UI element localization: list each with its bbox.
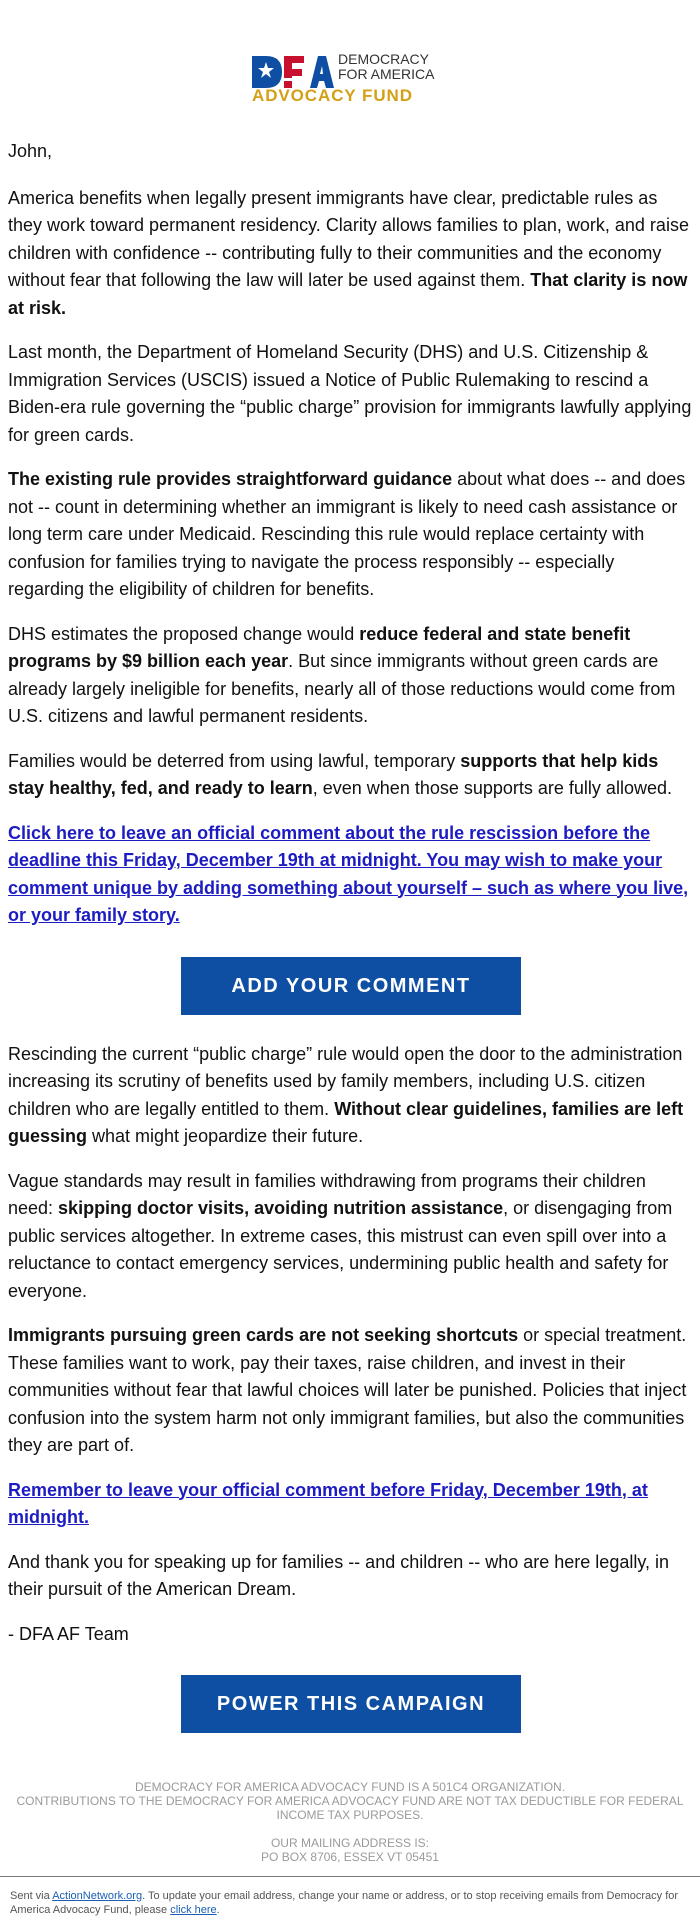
paragraph-1-text: America benefits when legally present immigrants have clear, predictable rules as they work toward permanent residency. Clarity allows families to plan, work, and raise children with confidence -- contributing fully to their communities and the economy without fear that following the law will later be used against them. xyxy=(8,187,689,290)
paragraph-1-bold: That clarity is now at risk. xyxy=(8,270,688,318)
paragraph-9: And thank you for speaking up for families -- and children -- who are here legally, in their pursuit of the American Dream. xyxy=(8,1551,670,1599)
comment-link-paragraph xyxy=(8,820,694,930)
leave-comment-link[interactable]: Click here to leave an official comment about the rule rescission before the deadline this Friday, December 19th at midnight. You may wish to make your comment unique by adding something about yourself – such as where you live, or your family story. xyxy=(8,822,689,925)
paragraph-7-text-b: , or disengaging from public services altogether. In extreme cases, this mistrust can even spill over into a reluctance to contact emergency services, undermining public health and safety for everyone. xyxy=(8,1198,673,1301)
sent-middle: . To update your email address, change your name or address, or to stop receiving emails from Democracy for America Advocacy Fund, please xyxy=(10,1890,679,1916)
actionnetwork-link[interactable]: ActionNetwork.org xyxy=(52,1890,143,1902)
reminder-link-paragraph xyxy=(8,1477,694,1532)
reminder-comment-link[interactable]: Remember to leave your official comment before Friday, December 19th, at midnight. xyxy=(8,1479,648,1527)
paragraph-8-bold: Immigrants pursuing green cards are not seeking shortcuts xyxy=(8,1325,519,1345)
footer xyxy=(0,1780,700,1864)
logo-f-shape xyxy=(284,56,304,88)
paragraph-7-bold: skipping doctor visits, avoiding nutrition assistance xyxy=(58,1198,504,1218)
footer-tax-line: CONTRIBUTIONS TO THE DEMOCRACY FOR AMERICA ADVOCACY FUND ARE NOT TAX DEDUCTIBLE FOR FEDERAL INCOME TAX PURPOSES. xyxy=(16,1794,684,1822)
sent-via-notice xyxy=(0,1877,700,1917)
paragraph-6-bold: Without clear guidelines, families are left guessing xyxy=(8,1098,684,1146)
footer-org-line: DEMOCRACY FOR AMERICA ADVOCACY FUND IS A 501C4 ORGANIZATION. xyxy=(134,1780,566,1794)
power-this-campaign-button[interactable]: POWER THIS CAMPAIGN xyxy=(181,1675,521,1733)
paragraph-7 xyxy=(8,1168,694,1306)
paragraph-4-bold: reduce federal and state benefit programs by $9 billion each year xyxy=(8,623,631,671)
logo-a-shape xyxy=(310,56,334,88)
paragraph-3 xyxy=(8,466,694,604)
footer-mailing-address: PO BOX 8706, ESSEX VT 05451 xyxy=(261,1850,439,1864)
logo-line3: ADVOCACY FUND xyxy=(252,86,412,105)
sent-suffix: . xyxy=(216,1904,220,1916)
dfa-logo xyxy=(252,48,452,106)
paragraph-6 xyxy=(8,1041,694,1151)
unsubscribe-link[interactable]: click here xyxy=(170,1904,217,1916)
paragraph-5-text-b: , even when those supports are fully allowed. xyxy=(312,778,672,798)
greeting: John, xyxy=(8,141,53,161)
add-comment-button-row xyxy=(8,957,694,1015)
paragraph-5-bold: supports that help kids stay healthy, fed, and ready to learn xyxy=(8,750,659,798)
logo-stripe xyxy=(284,78,304,81)
power-campaign-button-row xyxy=(8,1675,694,1733)
paragraph-7-text-a: Vague standards may result in families withdrawing from programs their children need: xyxy=(8,1170,646,1218)
paragraph-8 xyxy=(8,1322,694,1460)
footer-mailing-label: OUR MAILING ADDRESS IS: xyxy=(270,1836,430,1850)
paragraph-3-bold: The existing rule provides straightforward guidance xyxy=(8,469,453,489)
signature: - DFA AF Team xyxy=(8,1623,129,1644)
logo-line2: FOR AMERICA xyxy=(338,66,435,82)
paragraph-6-text-a: Rescinding the current “public charge” rule would open the door to the administration increasing its scrutiny of benefits used by family members, including U.S. citizen children who are legally entitled to them. xyxy=(8,1043,683,1119)
logo-graphic xyxy=(252,48,452,106)
paragraph-5-text-a: Families would be deterred from using lawful, temporary xyxy=(8,750,461,771)
paragraph-2: Last month, the Department of Homeland Security (DHS) and U.S. Citizenship & Immigration Services (USCIS) issued a Notice of Public Rulemaking to rescind a Biden-era rule governing the “public charge” provision for immigrants lawfully applying for green cards. xyxy=(8,342,692,445)
header xyxy=(0,0,700,130)
paragraph-4-text-a: DHS estimates the proposed change would xyxy=(8,623,360,644)
sent-prefix: Sent via xyxy=(10,1890,53,1902)
paragraph-1 xyxy=(8,185,694,323)
paragraph-5 xyxy=(8,748,694,803)
paragraph-3-text: about what does -- and does not -- count in determining whether an immigrant is likely to need cash assistance or long term care under Medicaid. Rescinding this rule would replace certainty with confusion for families trying to navigate the process responsibly -- especially regarding the eligibility of children for benefits. xyxy=(8,469,686,599)
paragraph-4 xyxy=(8,621,694,731)
paragraph-6-text-b: what might jeopardize their future. xyxy=(87,1126,364,1146)
add-your-comment-button[interactable]: ADD YOUR COMMENT xyxy=(181,957,521,1015)
paragraph-4-text-b: . But since immigrants without green cards are already largely ineligible for benefits, nearly all of those reductions would come from U.S. citizens and lawful permanent residents. xyxy=(8,651,676,726)
paragraph-8-text: or special treatment. These families want to work, pay their taxes, raise children, and invest in their communities without fear that lawful choices will later be punished. Policies that inject confusion into the system harm not only immigrant families, but also the communities they are part of. xyxy=(8,1325,687,1455)
email-body xyxy=(0,138,700,1733)
logo-line1: DEMOCRACY xyxy=(338,51,430,67)
